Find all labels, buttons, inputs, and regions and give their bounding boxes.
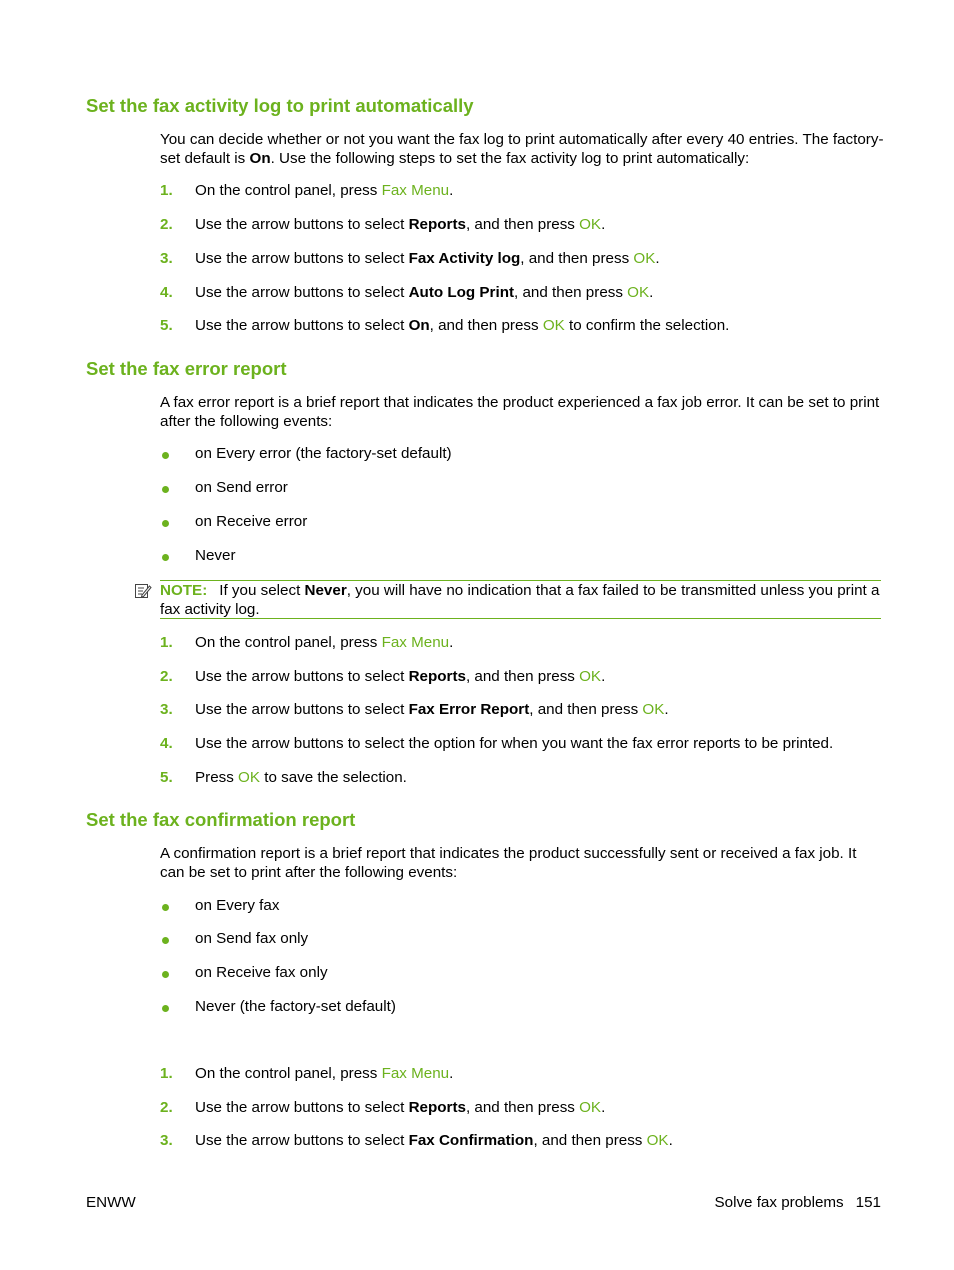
step-item: 4. Use the arrow buttons to select the option for when you want the fax error reports to be printed. (160, 735, 834, 752)
note-icon (134, 582, 152, 600)
step-item: 2. Use the arrow buttons to select Reports, and then press OK. (160, 216, 606, 233)
step-item: 2. Use the arrow buttons to select Reports, and then press OK. (160, 668, 606, 685)
step-number: 5. (160, 317, 173, 334)
step-number: 2. (160, 216, 173, 233)
section-intro: You can decide whether or not you want the fax log to print automatically after every 40 entries. The factory-set default is On. Use the following steps to set the fax activity log to print automatically: (160, 131, 884, 167)
control-panel-key: OK (627, 284, 650, 301)
step-number: 1. (160, 1065, 173, 1082)
note-box: NOTE: If you select Never, you will have no indication that a fax failed to be transmitted unless you print a fax activity log. (160, 582, 880, 618)
section-heading: Set the fax confirmation report (86, 809, 356, 830)
footer-section-title: Solve fax problems (714, 1194, 844, 1211)
step-number: 3. (160, 1132, 173, 1149)
section-intro: A confirmation report is a brief report that indicates the product successfully sent or received a fax job. It can be set to print after the following events: (160, 845, 857, 881)
control-panel-key: OK (579, 216, 602, 233)
step-item: 3. Use the arrow buttons to select Fax Error Report, and then press OK. (160, 701, 669, 718)
step-item: 3. Use the arrow buttons to select Fax Confirmation, and then press OK. (160, 1132, 673, 1149)
footer-right (715, 1193, 882, 1212)
step-item: 1. On the control panel, press Fax Menu. (160, 1065, 454, 1082)
control-panel-key: OK (542, 317, 565, 334)
page-number: 151 (855, 1194, 881, 1211)
note-label: NOTE: (160, 582, 208, 599)
bullet-icon (162, 554, 169, 561)
section-heading: Set the fax error report (86, 358, 287, 379)
step-item: 2. Use the arrow buttons to select Reports, and then press OK. (160, 1099, 606, 1116)
step-number: 3. (160, 250, 173, 267)
bullet-item: on Send error (160, 478, 884, 498)
control-panel-key: Fax Menu (381, 1065, 450, 1082)
step-item: 5. Use the arrow buttons to select On, and then press OK to confirm the selection. (160, 317, 730, 334)
step-number: 1. (160, 182, 173, 199)
step-number: 1. (160, 634, 173, 651)
bullet-item: on Send fax only (160, 929, 884, 949)
step-number: 4. (160, 735, 173, 752)
step-number: 4. (160, 284, 173, 301)
bullet-icon (162, 971, 169, 978)
section-heading: Set the fax activity log to print automatically (86, 95, 474, 116)
step-number: 5. (160, 769, 173, 786)
control-panel-key: OK (642, 701, 665, 718)
control-panel-key: OK (633, 250, 656, 267)
bullet-icon (162, 904, 169, 911)
section-intro: A fax error report is a brief report that indicates the product experienced a fax job error. It can be set to print after the following events: (160, 394, 880, 430)
control-panel-key: OK (646, 1132, 669, 1149)
footer-left: ENWW (86, 1194, 136, 1211)
step-item: 5. Press OK to save the selection. (160, 769, 407, 786)
bullet-icon (162, 486, 169, 493)
step-item: 4. Use the arrow buttons to select Auto Log Print, and then press OK. (160, 284, 654, 301)
bullet-icon (162, 937, 169, 944)
step-number: 2. (160, 668, 173, 685)
bullet-icon (162, 520, 169, 527)
control-panel-key: OK (238, 769, 260, 786)
bullet-icon (162, 452, 169, 459)
step-item: 1. On the control panel, press Fax Menu. (160, 634, 454, 651)
bullet-item: Never (the factory-set default) (160, 997, 884, 1017)
bullet-item: on Receive fax only (160, 963, 884, 983)
control-panel-key: OK (579, 1099, 602, 1116)
control-panel-key: OK (579, 668, 602, 685)
step-item: 1. On the control panel, press Fax Menu. (160, 182, 454, 199)
bullet-item: Never (160, 546, 884, 566)
step-item: 3. Use the arrow buttons to select Fax Activity log, and then press OK. (160, 250, 660, 267)
step-number: 3. (160, 701, 173, 718)
bullet-item: on Every fax (160, 896, 884, 916)
bullet-icon (162, 1005, 169, 1012)
control-panel-key: Fax Menu (381, 182, 450, 199)
step-number: 2. (160, 1099, 173, 1116)
bullet-item: on Receive error (160, 512, 884, 532)
control-panel-key: Fax Menu (381, 634, 450, 651)
bullet-item: on Every error (the factory-set default) (160, 444, 884, 464)
